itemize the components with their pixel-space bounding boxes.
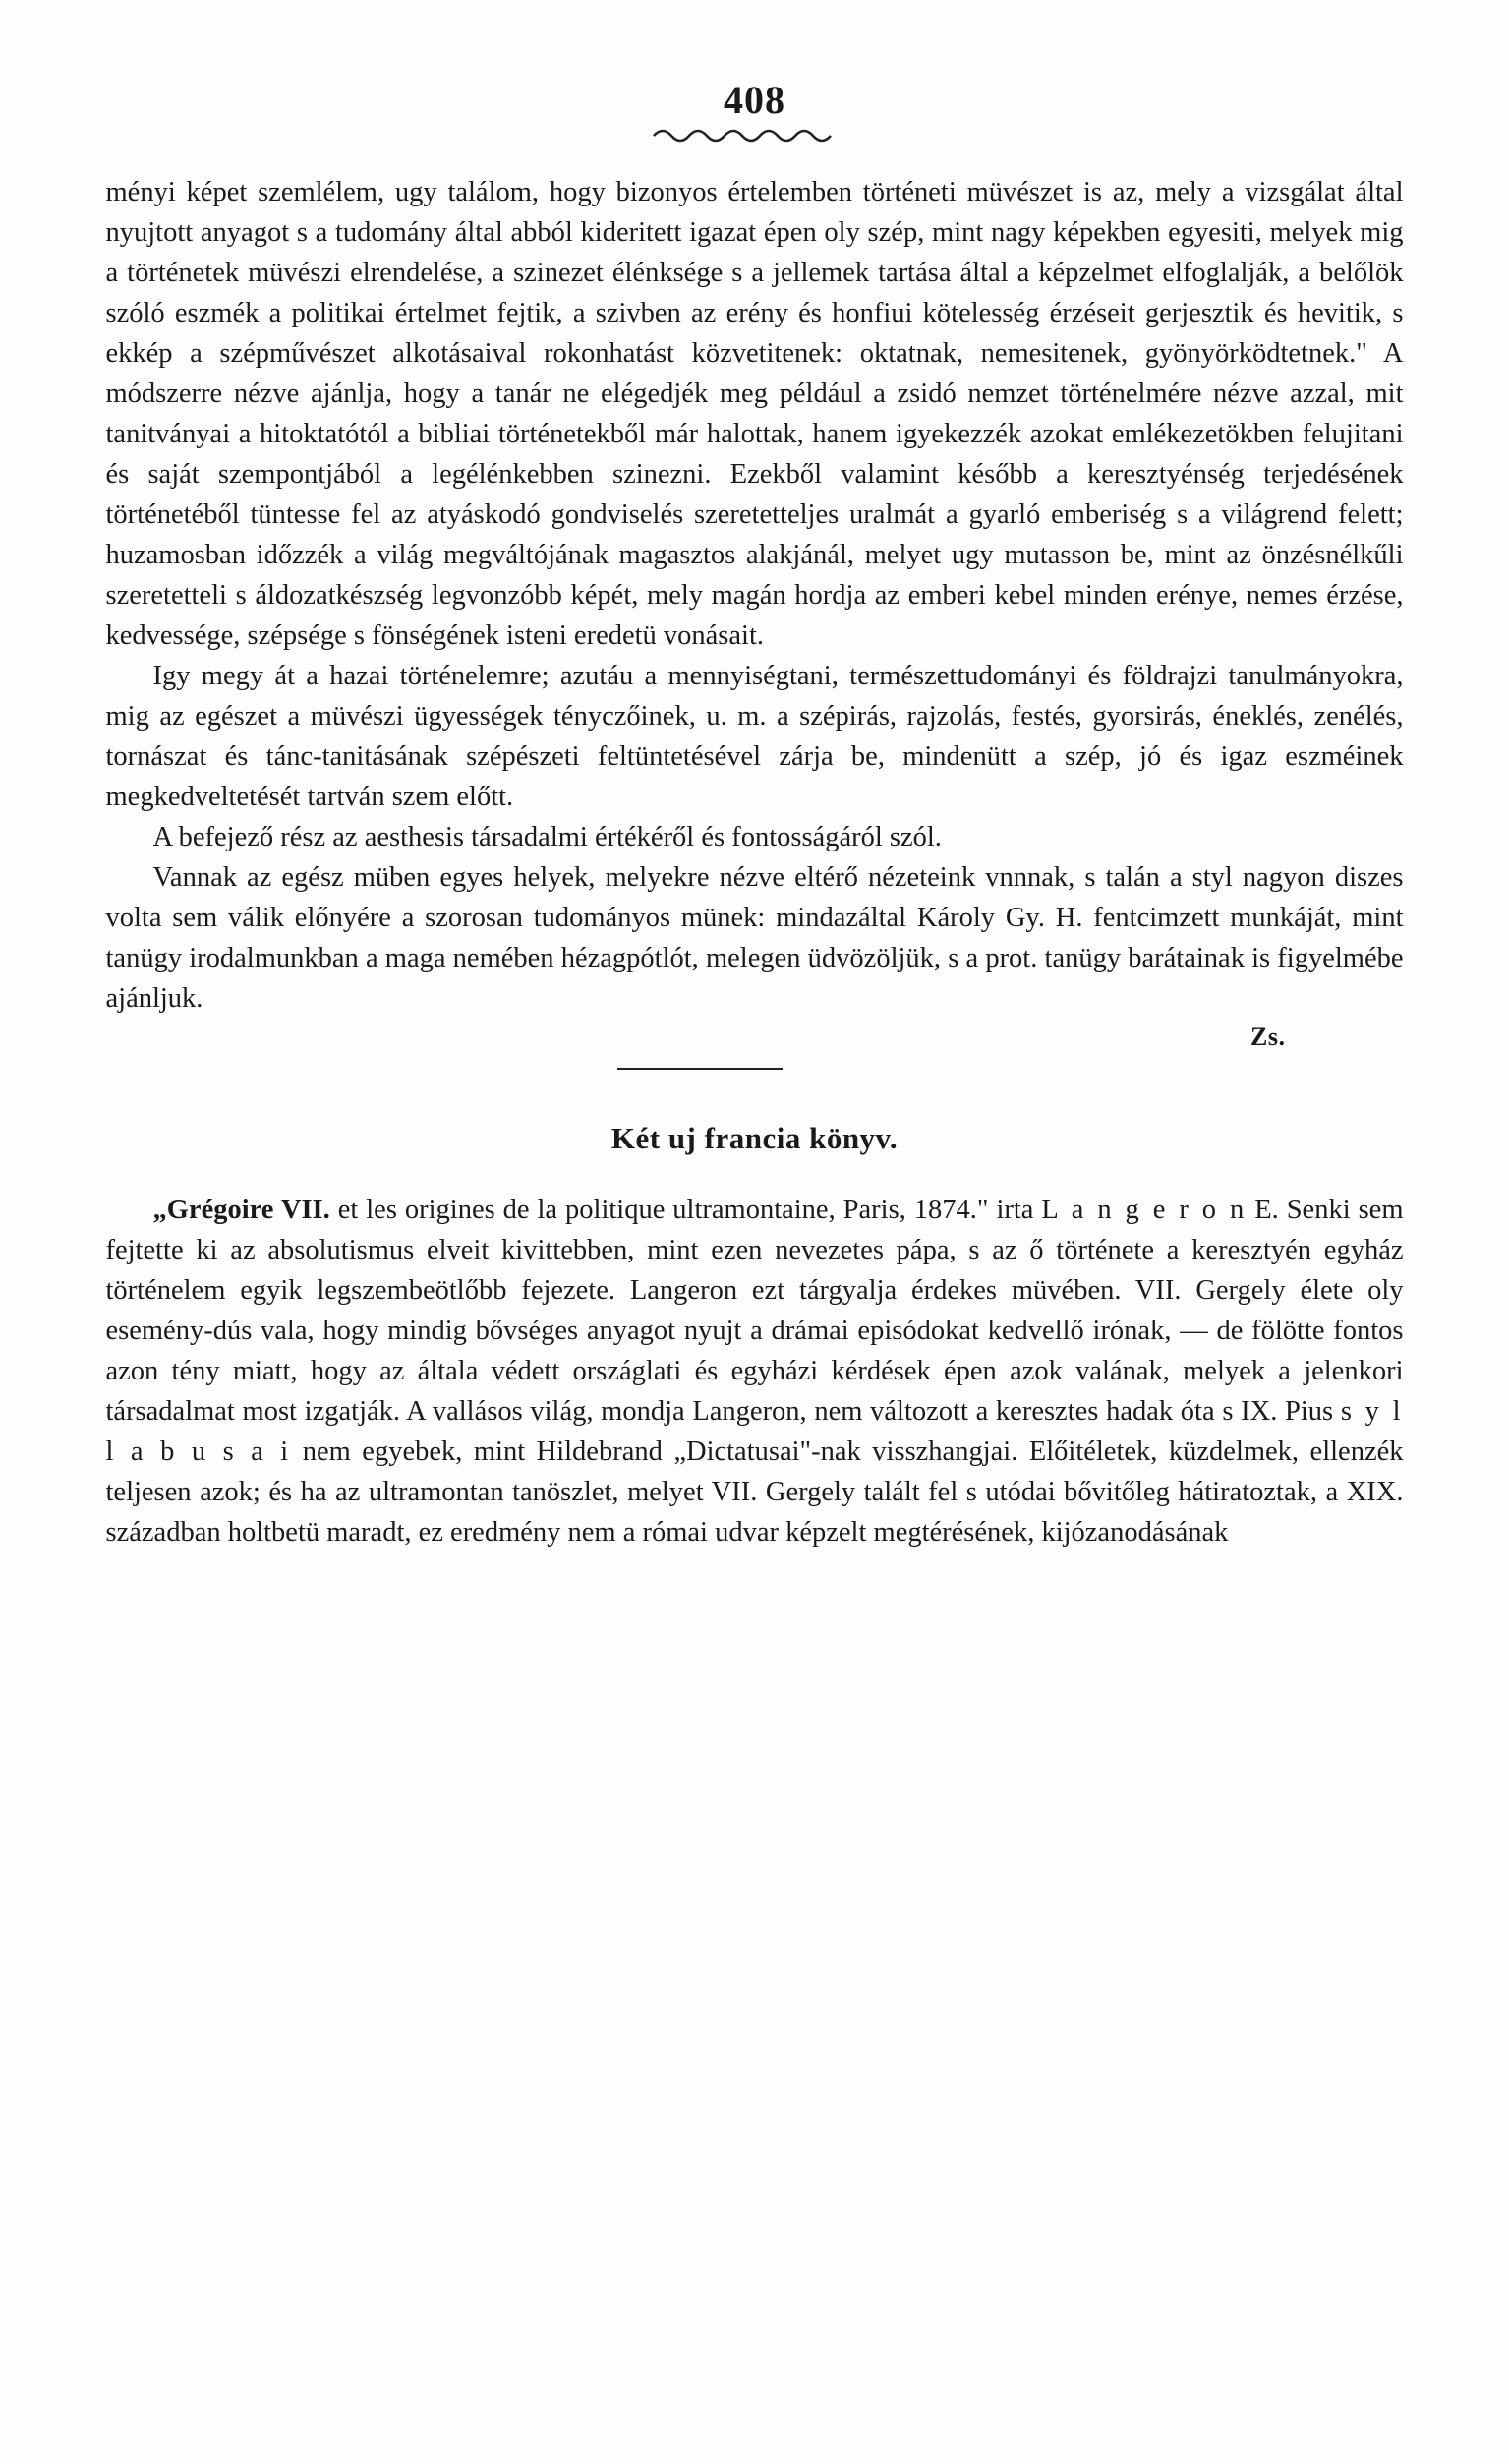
paragraph-evaluation: Vannak az egész müben egyes helyek, melyekre nézve eltérő nézeteink vnnnak, s talán a styl nagyon diszes volta sem válik előnyére a szorosan tudományos münek: mindazáltal Károly Gy. H. fentcimzett munkáját, mint tanügy irodalmunkban a maga nemében hézagpótlót, melegen üdvözöljük, s a prot. tanügy barátainak is figyelmébe ajánljuk. [105, 862, 1404, 1014]
page-number: 408 [724, 78, 785, 122]
article-body [106, 172, 1404, 1553]
book-subtitle: et les origines de la politique ultramontaine, Paris, 1874." irta [329, 1195, 1042, 1225]
paragraph-continuation: ményi képet szemlélem, ugy találom, hogy bizonyos értelemben történeti müvészet is az, mely a vizsgálat által nyujtott anyagot s a tudomány által abból kideritett igazat épen oly szép, mint nagy képekben egyesiti, melyek mig a történetek müvészi elrendelése, a szinezet élénksége s a jellemek tartása által a képzelmet elfoglalják, a belőlök szóló eszmék a politikai értelmet fejtik, a szivben az erény és honfiui kötelesség érzéseit gerjesztik és hevitik, s ekkép a szépművészet alkotásaival rokonhatást közvetitenek: oktatnak, nemesitenek, gyönyörködtetnek." A módszerre nézve ajánlja, hogy a tanár ne elégedjék meg például a zsidó nemzet történelmére nézve azzal, mit tanitványai a hitoktatótól a bibliai történetekből már halottak, hanem igyekezzék azokat emlékezetökben felujitani és saját szempontjából a legélénkebben szinezni. Ezekből valamint később a keresztyénség terjedésének történetéből tüntesse fel az atyáskodó gondviselés szeretetteljes uralmát a gyarló emberiség s a világrend felett; huzamosban időzzék a világ megváltójának magasztos alakjánál, melyet ugy mutasson be, mint az önzésnélkűli szeretetteli s áldozatkészség legvonzóbb képét, mely magán hordja az emberi kebel minden erénye, nemes érzése, kedvessége, szépsége s fönségének isteni eredetü vonásait. [105, 177, 1404, 651]
paragraph-closing-section: A befejező rész az aesthesis társadalmi értékéről és fontosságáról szól. [152, 822, 942, 852]
paragraph-subjects: Igy megy át a hazai történelemre; azutáu a mennyiségtani, természettudományi és földrajzi tanulmányokra, mig az egészet a müvészi ügyességek tényczőinek, u. m. a szépirás, rajzolás, festés, gyorsirás, éneklés, zenélés, tornászat és tánc-tanitásának szépészeti feltüntetésével zárja be, mindenütt a szép, jó és igaz eszméinek megkedveltetését tartván szem előtt. [105, 661, 1404, 812]
section-divider [617, 1068, 783, 1070]
syllabus-term: s y l l a b u s a i [105, 1396, 1404, 1467]
section-heading: Két uj francia könyv. [610, 1121, 899, 1155]
review-text-a: E. Senki sem fejtette ki az absolutismus elveit kivittebben, mint ezen nevezetes pápa, s az ő története a keresztyén egyház történelem egyik legszembeötlőbb fejezete. Langeron ezt tárgyalja érdekes müvében. VII. Gergely élete oly esemény-dús vala, hogy mindig bővséges anyagot nyujt a drámai episódokat kedvellő irónak, — de fölötte fontos azon tény miatt, hogy az általa védett országlati és egyházi kérdések épen azok valának, melyek a jelenkori társadalmat most izgatják. A vallásos világ, mondja Langeron, nem változott a keresztes hadak óta s IX. Pius [105, 1195, 1404, 1427]
wave-rule-ornament [102, 125, 1407, 147]
book-title: „Grégoire VII. [152, 1195, 330, 1225]
paragraph-book-review [106, 1190, 1404, 1553]
review-text-b: nem egyebek, mint Hildebrand „Dictatusai"-nak visszhangjai. Előitéletek, küzdelmek, ellenzék teljesen azok; és ha az ultramontan tanöszlet, melyet VII. Gergely talált fel s utódai bővitőleg hátiratoztak, a XIX. században holtbetü maradt, ez eredmény nem a római udvar képzelt megtérésének, kijózanodásának [105, 1437, 1404, 1548]
book-author-name: L a n g e r o n [1041, 1195, 1248, 1225]
author-signature: Zs. [1250, 1023, 1286, 1051]
